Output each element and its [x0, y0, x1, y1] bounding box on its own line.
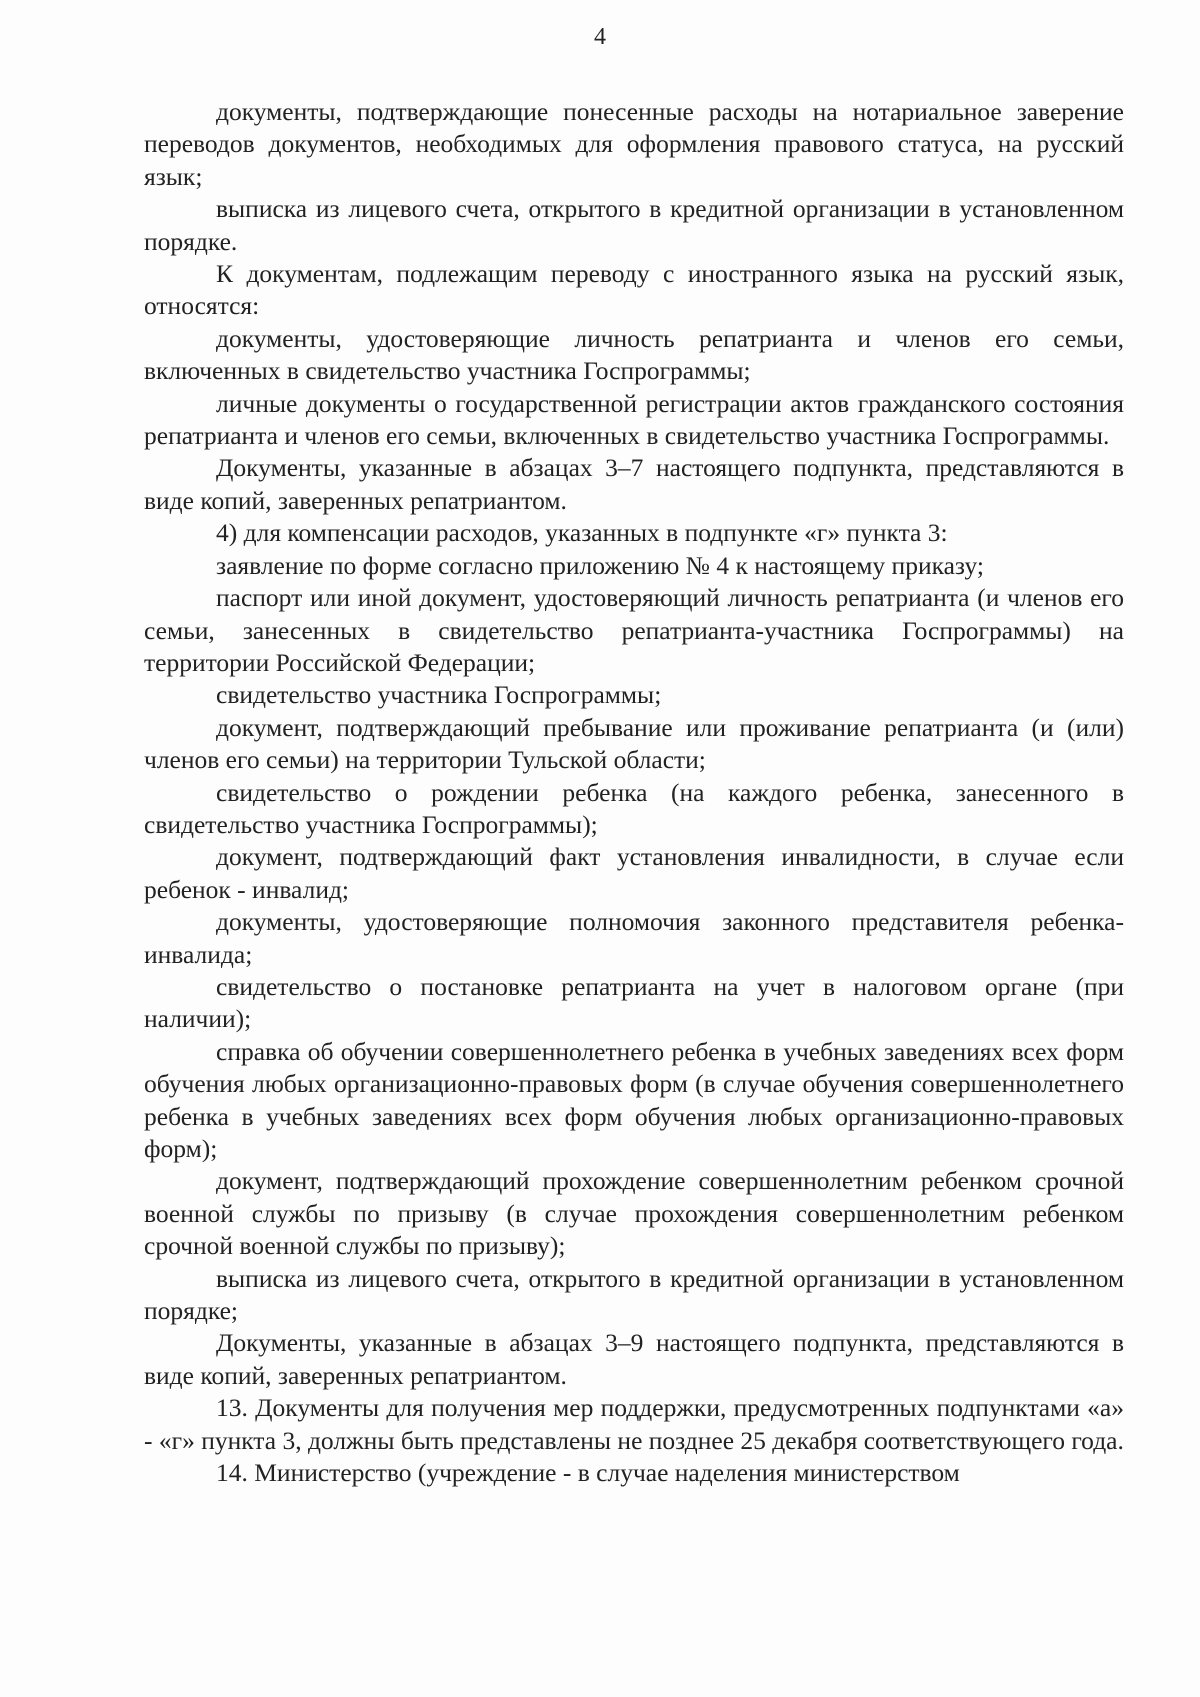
paragraph: Документы, указанные в абзацах 3–7 настоящего подпункта, представляются в виде копий, заверенных репатриантом. [144, 453, 1124, 515]
paragraph: заявление по форме согласно приложению № 4 к настоящему приказу; [216, 550, 984, 580]
paragraph: выписка из лицевого счета, открытого в кредитной организации в установленном порядке. [144, 194, 1124, 256]
paragraph: 4) для компенсации расходов, указанных в подпункте «г» пункта 3: [216, 518, 948, 548]
paragraph: личные документы о государственной регистрации актов гражданского состояния репатрианта и членов его семьи, включенных в свидетельство участника Госпрограммы. [144, 388, 1124, 451]
document-body [144, 96, 1124, 1489]
paragraph: документ, подтверждающий факт установления инвалидности, в случае если ребенок - инвалид; [144, 842, 1124, 904]
page-number: 4 [594, 24, 606, 50]
paragraph: свидетельство о рождении ребенка (на каждого ребенка, занесенного в свидетельство участника Госпрограммы); [144, 777, 1124, 839]
paragraph: документы, удостоверяющие полномочия законного представителя ребенка-инвалида; [144, 907, 1124, 969]
paragraph: паспорт или иной документ, удостоверяющий личность репатрианта (и членов его семьи, занесенных в свидетельство репатрианта-участника Госпрограммы) на территории Российской Федерации; [144, 583, 1124, 677]
paragraph: свидетельство о постановке репатрианта на учет в налоговом органе (при наличии); [144, 971, 1124, 1034]
paragraph: выписка из лицевого счета, открытого в кредитной организации в установленном порядке; [144, 1263, 1124, 1326]
paragraph: 13. Документы для получения мер поддержки, предусмотренных подпунктами «а» - «г» пункта 3, должны быть представлены не позднее 25 декабря соответствующего года. [144, 1393, 1124, 1455]
paragraph: 14. Министерство (учреждение - в случае наделения министерством [216, 1458, 960, 1488]
paragraph: документ, подтверждающий прохождение совершеннолетним ребенком срочной военной службы по призыву (в случае прохождения совершеннолетним ребенком срочной военной службы по призыву); [144, 1166, 1124, 1261]
paragraph: документы, подтверждающие понесенные расходы на нотариальное заверение переводов документов, необходимых для оформления правового статуса, на русский язык; [144, 97, 1124, 191]
paragraph: документы, удостоверяющие личность репатрианта и членов его семьи, включенных в свидетельство участника Госпрограммы; [144, 323, 1124, 386]
paragraph: справка об обучении совершеннолетнего ребенка в учебных заведениях всех форм обучения любых организационно-правовых форм (в случае обучения совершеннолетнего ребенка в учебных заведениях всех форм обучения любых организационно-правовых форм); [144, 1036, 1124, 1163]
paragraph: документ, подтверждающий пребывание или проживание репатрианта (и (или) членов его семьи) на территории Тульской области; [144, 712, 1124, 775]
paragraph: Документы, указанные в абзацах 3–9 настоящего подпункта, представляются в виде копий, заверенных репатриантом. [144, 1328, 1124, 1390]
paragraph: свидетельство участника Госпрограммы; [216, 680, 662, 710]
paragraph: К документам, подлежащим переводу с иностранного языка на русский язык, относятся: [144, 259, 1124, 321]
